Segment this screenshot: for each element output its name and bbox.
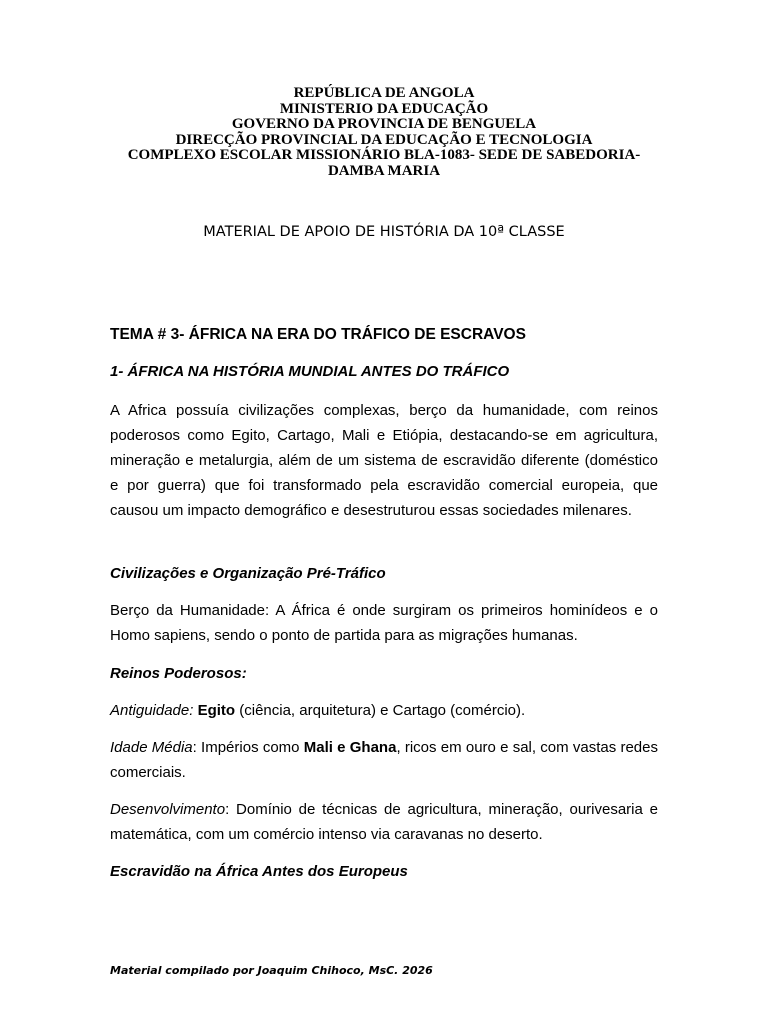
middle-ages-pre: : Impérios como <box>192 739 304 756</box>
institution-header <box>100 86 668 179</box>
middle-ages-paragraph <box>110 735 658 785</box>
subsection-heading-civilizations: Civilizações e Organização Pré-Tráfico <box>110 565 386 582</box>
antiquity-paragraph <box>110 698 658 723</box>
header-line-ministry: MINISTERIO DA EDUCAÇÃO <box>279 100 489 117</box>
antiquity-bold: Egito <box>197 702 236 719</box>
header-line-school: COMPLEXO ESCOLAR MISSIONÁRIO BLA-1083- SEDE DE SABEDORIA- <box>127 147 641 163</box>
document-title: MATERIAL DE APOIO DE HISTÓRIA DA 10ª CLASSE <box>203 224 565 240</box>
humanity-paragraph: Berço da Humanidade: A África é onde surgiram os primeiros hominídeos e o Homo sapiens, sendo o ponto de partida para as migrações humanas. <box>110 602 658 644</box>
subsection-heading-slavery: Escravidão na África Antes dos Europeus <box>110 863 408 880</box>
header-line-school-cont: DAMBA MARIA <box>327 162 441 179</box>
intro-paragraph: A Africa possuía civilizações complexas, berço da humanidade, com reinos poderosos como Egito, Cartago, Mali e Etiópia, destacando-se em agricultura, mineração e metalurgia, além de um sistema de escravidão diferente (doméstico e por guerra) que foi transformado pela escravidão comercial europeia, que causou um impacto demográfico e desestruturou essas sociedades milenares. <box>110 402 658 519</box>
antiquity-label: Antiguidade: <box>110 702 194 719</box>
middle-ages-label: Idade Média <box>110 739 193 756</box>
development-label: Desenvolvimento <box>110 801 226 818</box>
section-heading: 1- ÁFRICA NA HISTÓRIA MUNDIAL ANTES DO TRÁFICO <box>110 363 510 380</box>
development-paragraph <box>110 797 658 847</box>
theme-heading: TEMA # 3- ÁFRICA NA ERA DO TRÁFICO DE ESCRAVOS <box>110 326 526 343</box>
middle-ages-text: , ricos em ouro e sal, com vastas redes comerciais. <box>110 739 658 781</box>
header-line-government: GOVERNO DA PROVINCIA DE BENGUELA <box>231 116 537 132</box>
footer-credit: Material compilado por Joaquim Chihoco, MsC. 2026 <box>110 964 433 977</box>
header-line-directorate: DIRECÇÃO PROVINCIAL DA EDUCAÇÃO E TECNOLOGIA <box>175 131 593 148</box>
subsection-heading-kingdoms: Reinos Poderosos: <box>110 665 247 682</box>
middle-ages-bold: Mali e Ghana <box>303 739 397 756</box>
antiquity-text: (ciência, arquitetura) e Cartago (comércio). <box>235 702 526 719</box>
development-text: : Domínio de técnicas de agricultura, mineração, ourivesaria e matemática, com um comércio intenso via caravanas no deserto. <box>110 801 658 843</box>
header-line-republic: REPÚBLICA DE ANGOLA <box>293 85 475 101</box>
